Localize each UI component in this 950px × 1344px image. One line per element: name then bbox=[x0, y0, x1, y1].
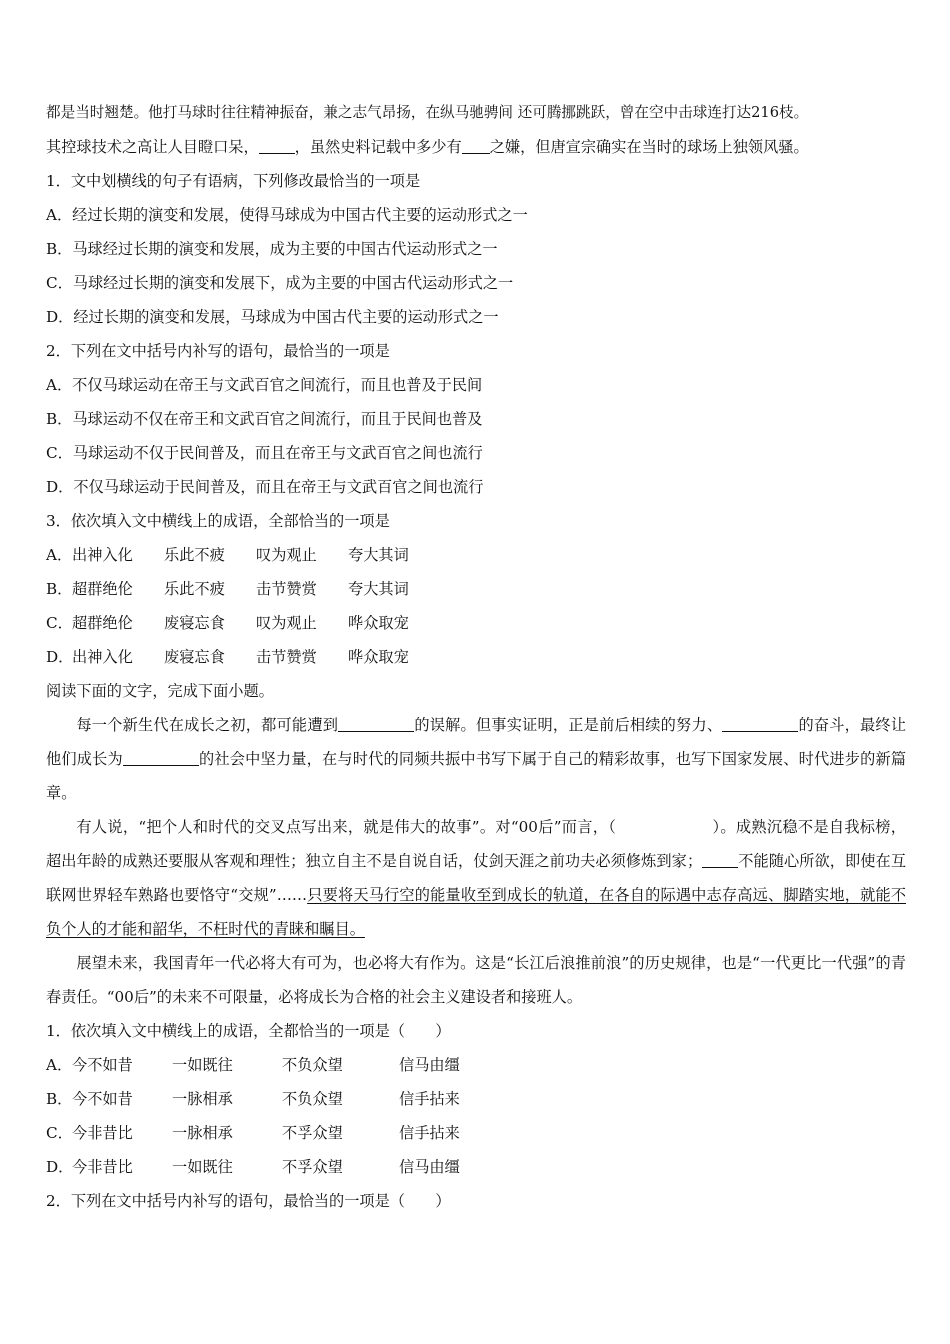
question-stem: 1．文中划横线的句子有语病，下列修改最恰当的一项是 bbox=[46, 172, 421, 190]
option-b: B．超群绝伦 乐此不疲 击节赞赏 夸大其词 bbox=[46, 580, 409, 598]
fill-blank bbox=[702, 847, 738, 868]
option-c: C．超群绝伦 废寝忘食 叹为观止 哗众取宠 bbox=[46, 614, 409, 632]
option-b: B．今不如昔 一脉相承 不负众望 信手拈来 bbox=[46, 1090, 460, 1108]
option-b: B．马球运动不仅在帝王和文武百官之间流行，而且于民间也普及 bbox=[46, 410, 483, 428]
fill-blank bbox=[338, 711, 414, 732]
option-a: A．出神入化 乐此不疲 叹为观止 夸大其词 bbox=[46, 546, 409, 564]
fill-blank bbox=[123, 745, 199, 766]
option-a: A．不仅马球运动在帝王与文武百官之间流行，而且也普及于民间 bbox=[46, 376, 483, 394]
fill-blank bbox=[462, 133, 490, 154]
option-a: A．经过长期的演变和发展，使得马球成为中国古代主要的运动形式之一 bbox=[46, 206, 528, 224]
option-c: C．今非昔比 一脉相承 不孚众望 信手拈来 bbox=[46, 1124, 460, 1142]
option-d: D．出神入化 废寝忘食 击节赞赏 哗众取宠 bbox=[46, 648, 409, 666]
passage-intro-line-2: 其控球技术之高让人目瞪口呆， ，虽然史料记载中多少有 之嫌，但唐宣宗确实在当时的球场上独领风骚。 bbox=[46, 130, 906, 164]
fill-blank bbox=[259, 133, 295, 154]
underlined-sentence: 只要将天马行空的能量收至到成长的轨道，在各自的际遇中志存高远、脚踏实地，就能不负个人的才能和韶华，不枉时代的青睐和瞩目。 bbox=[46, 886, 907, 938]
option-d: D．今非昔比 一如既往 不孚众望 信马由缰 bbox=[46, 1158, 460, 1176]
passage-paragraph-3: 展望未来，我国青年一代必将大有可为，也必将大有作为。这是“长江后浪推前浪”的历史规律，也是“一代更比一代强”的青春责任。“00后”的未来不可限量，必将成长为合格的社会主义建设者和接班人。 bbox=[46, 954, 906, 1006]
option-c: C．马球经过长期的演变和发展下，成为主要的中国古代运动形式之一 bbox=[46, 274, 514, 292]
exam-page bbox=[46, 96, 906, 1218]
option-d: D．不仅马球运动于民间普及，而且在帝王与文武百官之间也流行 bbox=[46, 478, 484, 496]
reading-instruction: 阅读下面的文字，完成下面小题。 bbox=[46, 682, 274, 700]
question-stem: 2．下列在文中括号内补写的语句，最恰当的一项是 bbox=[46, 342, 390, 360]
question-stem: 3．依次填入文中横线上的成语，全部恰当的一项是 bbox=[46, 512, 390, 530]
option-d: D．经过长期的演变和发展，马球成为中国古代主要的运动形式之一 bbox=[46, 308, 499, 326]
fill-blank bbox=[722, 711, 798, 732]
option-b: B．马球经过长期的演变和发展，成为主要的中国古代运动形式之一 bbox=[46, 240, 498, 258]
passage-paragraph-1: 每一个新生代在成长之初，都可能遭到 的误解。但事实证明，正是前后相续的努力、 的奋斗，最终让他们成长为 的社会中坚力量，在与时代的同频共振中书写下属于自己的精彩故事，也写下国家发展、时代进步的新篇章。 bbox=[46, 708, 906, 810]
question-stem: 2．下列在文中括号内补写的语句，最恰当的一项是（ ） bbox=[46, 1192, 451, 1210]
passage-paragraph-2: 有人说，“把个人和时代的交叉点写出来，就是伟大的故事”。对“00后”而言，（ ）。成熟沉稳不是自我标榜，超出年龄的成熟还要服从客观和理性；独立自主不是自说自话，仗剑天涯之前功夫必须修炼到家； 不能随心所欲，即使在互联网世界轻车熟路也要恪守“交规”……只要将天马行空的能量收至到成长的轨道，在各自的际遇中志存高远、脚踏实地，就能不负个人的才能和韶华，不枉时代的青睐和瞩目。 bbox=[46, 818, 907, 938]
option-c: C．马球运动不仅于民间普及，而且在帝王与文武百官之间也流行 bbox=[46, 444, 483, 462]
question-stem: 1．依次填入文中横线上的成语，全都恰当的一项是（ ） bbox=[46, 1022, 451, 1040]
passage-intro-line-1: 都是当时翘楚。他打马球时往往精神振奋，兼之志气昂扬，在纵马驰骋间 还可腾挪跳跃，曾在空中击球连打达216枝。 bbox=[46, 104, 809, 121]
option-a: A．今不如昔 一如既往 不负众望 信马由缰 bbox=[46, 1056, 460, 1074]
